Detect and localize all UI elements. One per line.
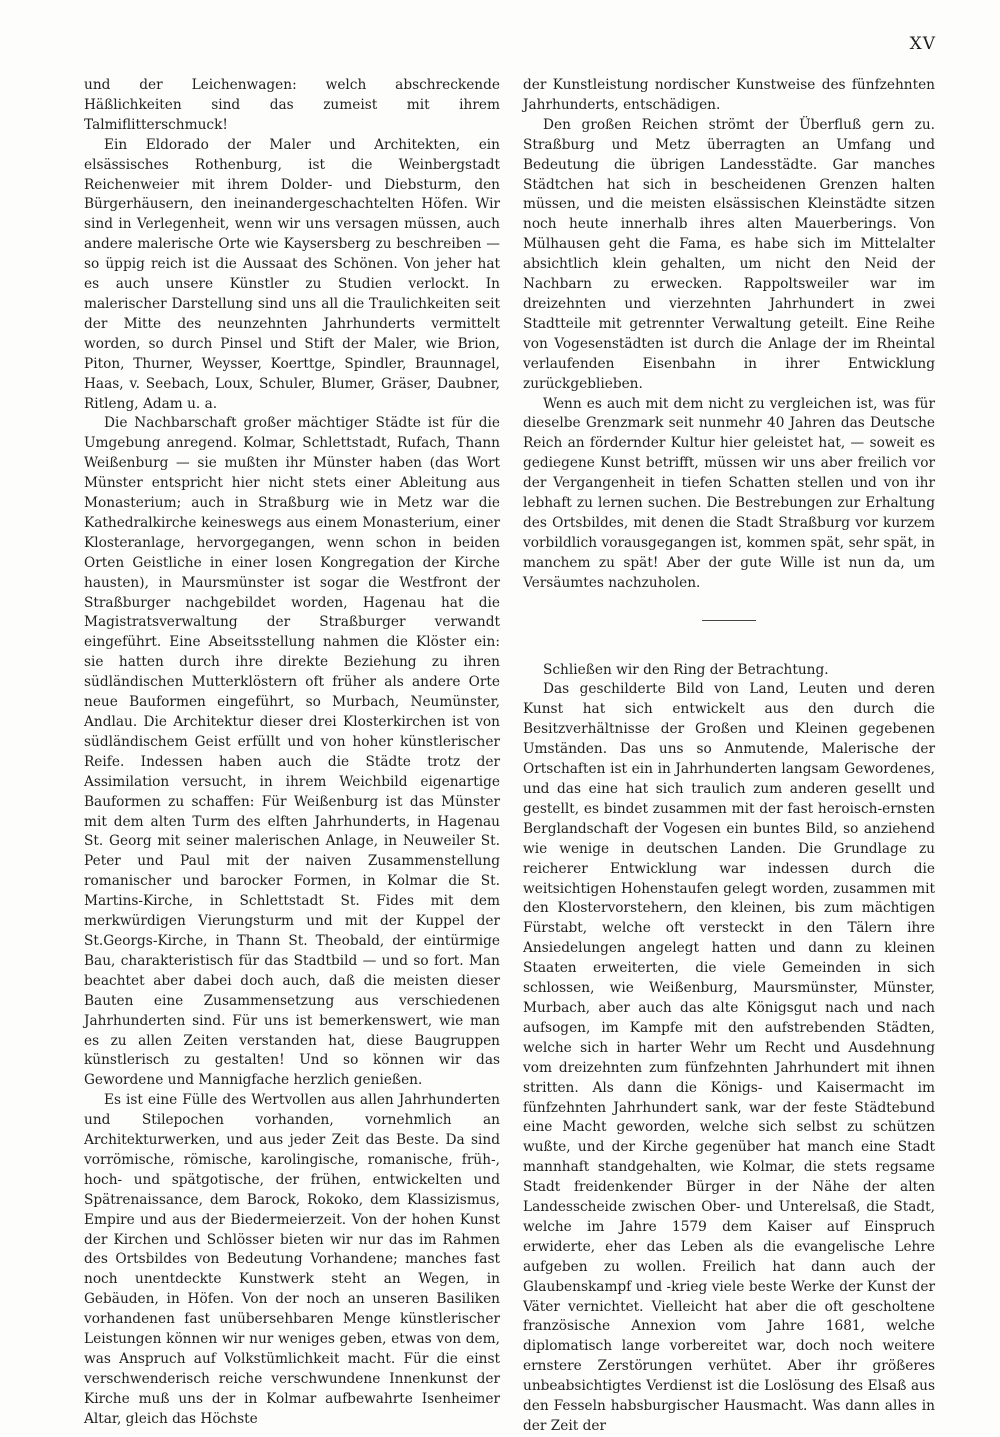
paragraph: Die Nachbarschaft großer mächtiger Städte ist für die Umgebung anregend. Kolmar, Schlettstadt, Rufach, Thann Weißenburg — sie mußten ihr Münster haben (das Wort Münster entspricht hier nicht stets einer Ableitung aus Monasterium; auch in Straßburg wie in Metz war die Kathedralkirche keineswegs aus einem Monasterium, einer Klosteranlage, hervorgegangen, wenn schon in beiden Orten Geistliche in einer losen Kongregation der Kirche hausten), in Maursmünster ist sogar die Westfront der Straßburger nachgebildet worden, Hagenau hat die Magistratsverwaltung der Straßburger verwandt eingeführt. Eine Abseitsstellung nahmen die Klöster ein: sie hatten durch ihre direkte Beziehung zu ihren südländischen Mutterklöstern oft früher als andere Orte neue Bauformen eingeführt, so Murbach, Neumünster, Andlau. Die Architektur dieser drei Klosterkirchen ist von südländischem Geist erfüllt und von hoher künstlerischer Reife. Indessen haben auch die Städte trotz der Assimilation versucht, in ihrem Weichbild eigenartige Bauformen zu schaffen: Für Weißenburg ist das Münster mit dem alten Turm des elften Jahrhunderts, in Hagenau St. Georg mit seiner malerischen Anlage, in Neuweiler St. Peter und Paul mit der naiven Zusammenstellung romanischer und barocker Formen, in Kolmar die St. Martins-Kirche, in Schlettstadt St. Fides mit dem merkwürdigen Vierungsturm und mit der Kuppel der St.Georgs-Kirche, in Thann St. Theobald, der eintürmige Bau, charakteristisch für das Stadtbild — und so fort. Man beachtet aber dabei doch auch, daß die meisten dieser Bauten eine Zusammensetzung aus verschiedenen Jahrhunderten sind. Für uns ist bemerkenswert, wie man es zu allen Zeiten verstanden hat, diese Baugruppen künstlerisch zu gestalten! Und so können wir das Gewordene und Mannigfache herzlich genießen. (84, 415, 500, 1089)
section-divider (702, 620, 756, 621)
right-column (523, 76, 935, 1437)
paragraph: Es ist eine Fülle des Wertvollen aus allen Jahrhunderten und Stilepochen vorhanden, vornehmlich an Architekturwerken, und aus jeder Zeit das Beste. Da sind vorrömische, römische, karolingische, romanische, früh-, hoch- und spätgotische, der frühen, entwickelten und Spätrenaissance, dem Barock, Rokoko, dem Klassizismus, Empire und aus der Biedermeierzeit. Von der hohen Kunst der Kirchen und Schlösser bieten wir nur das im Rahmen des Ortsbildes von Bedeutung Vorhandene; manches fast noch unentdeckte Kunstwerk steht an Wegen, in Gebäuden, in Höfen. Von der noch an unseren Basiliken vorhandenen fast unübersehbaren Menge künstlerischer Leistungen können wir nur weniges geben, etwas von dem, was Anspruch auf Volkstümlichkeit macht. Für die einst verschwenderisch reiche verschwundene Innenkunst der Kirche muß uns der in Kolmar aufbewahrte Isenheimer Altar, gleich das Höchste (84, 1092, 500, 1427)
paragraph: Schließen wir den Ring der Betrachtung. (543, 661, 829, 678)
paragraph: der Kunstleistung nordischer Kunstweise des fünfzehnten Jahrhunderts, entschädigen. (523, 77, 935, 113)
paragraph: Wenn es auch mit dem nicht zu vergleichen ist, was für dieselbe Grenzmark seit nunmehr 40 Jahren das Deutsche Reich an fördernder Kultur hier geleistet hat, — soweit es gediegene Kunst betrifft, müssen wir uns aber freilich vor der Vergangenheit in tiefen Schatten stellen und von ihr lebhaft zu lernen suchen. Die Bestrebungen zur Erhaltung des Ortsbildes, mit denen die Stadt Straßburg vor kurzem vorbildlich vorausgegangen ist, kommen spät, sehr spät, in manchem zu spät! Aber der gute Wille ist nun da, um Versäumtes nachzuholen. (523, 395, 935, 591)
page-number: XV (909, 34, 936, 54)
paragraph: und der Leichenwagen: welch abschreckende Häßlichkeiten sind das zumeist mit ihrem Talmiflitterschmuck! (84, 77, 500, 133)
paragraph: Ein Eldorado der Maler und Architekten, ein elsässisches Rothenburg, ist die Weinbergstadt Reichenweier mit ihrem Dolder- und Diebsturm, den Bürgerhäusern, den ineinandergeschachtelten Höfen. Wir sind in Verlegenheit, wenn wir uns versagen müssen, auch andere malerische Orte wie Kaysersberg zu beschreiben — so üppig reich ist die Aussaat des Schönen. Von jeher hat es auch unsere Künstler zu Studien verlockt. In malerischer Darstellung sind uns all die Traulichkeiten seit der Mitte des neunzehnten Jahrhunderts vermittelt worden, so durch Pinsel und Stift der Maler, wie Brion, Piton, Thurner, Weysser, Koerttge, Spindler, Braunnagel, Haas, v. Seebach, Loux, Schuler, Blumer, Gräser, Daubner, Ritleng, Adam u. a. (84, 136, 500, 412)
left-column (84, 76, 500, 1430)
paragraph: Das geschilderte Bild von Land, Leuten und deren Kunst hat sich entwickelt aus den durch die Besitzverhältnisse der Großen und Kleinen gegebenen Umständen. Das uns so Anmutende, Malerische der Ortschaften ist ein in Jahrhunderten langsam Gewordenes, und das eine hat sich traulich zum anderen gesellt und gestellt, es bindet zusammen mit der fast heroisch-ernsten Berglandschaft der Vogesen ein buntes Bild, so anziehend wie wenige in deutschen Landen. Die Grundlage zu reicherer Entwicklung war indessen durch die weitsichtigen Hohenstaufen gelegt worden, zusammen mit den Klostervorstehern, den kleinen, bis zum mächtigen Fürstabt, welche oft versteckt in den Tälern ihre Ansiedelungen angelegt hatten und dann zu kleinen Staaten erweiterten, die viele Gemeinden in sich schlossen, wie Weißenburg, Maursmünster, Münster, Murbach, aber auch das alte Königsgut nach und nach aufsogen, im Kampfe mit den aufstrebenden Städten, welche sich in harter Wehr um Recht und Ausdehnung vom dreizehnten zum fünfzehnten Jahrhundert mit ihnen stritten. Als dann die Königs- und Kaisermacht im fünfzehnten Jahrhundert sank, war der feste Städtebund eine Macht geworden, welche sich selbst zu schützen wußte, und der Kirche gegenüber hat manch eine Stadt mannhaft standgehalten, wie Kolmar, die stets regsame Stadt freidenkender Bürger in der Nähe der alten Landesscheide zwischen Ober- und Unterelsaß, die Stadt, welche im Jahre 1579 dem Kaiser auf Einspruch erwiderte, eher das Leben als die evangelische Lehre aufgeben zu wollen. Freilich hat dann auch der Glaubenskampf und -krieg viele beste Werke der Kunst der Väter vernichtet. Vielleicht hat aber die oft gescholtene französische Annexion vom Jahre 1681, welche diplomatisch lange vorbereitet war, doch noch weitere ernstere Zerstörungen verhütet. Aber ihr größeres unbeabsichtigtes Verdienst ist die Loslösung des Elsaß aus den Fesseln habsburgischer Hausmacht. Was dann alles in der Zeit der (523, 681, 935, 1434)
paragraph: Den großen Reichen strömt der Überfluß gern zu. Straßburg und Metz überragten an Umfang und Bedeutung die übrigen Landesstädte. Gar manches Städtchen hat sich in bescheidenen Grenzen halten müssen, und die meisten elsässischen Kleinstädte sitzen noch heute innerhalb ihres alten Mauerberings. Von Mülhausen geht die Fama, es habe sich im Mittelalter absichtlich klein gehalten, um nicht den Neid der Nachbarn zu erwecken. Rappoltsweiler war im dreizehnten und vierzehnten Jahrhundert in zwei Stadtteile mit getrennter Verwaltung geteilt. Eine Reihe von Vogesenstädten ist durch die Anlage der im Rheintal verlaufenden Eisenbahn in ihrer Entwicklung zurückgeblieben. (523, 116, 935, 392)
